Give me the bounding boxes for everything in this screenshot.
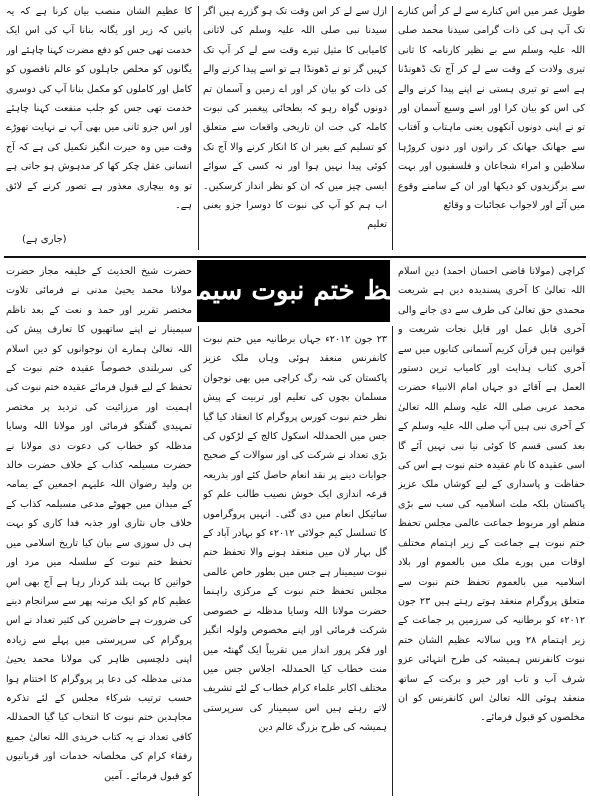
headline-box bbox=[161, 260, 426, 322]
top-right-column bbox=[398, 2, 585, 256]
bottom-right-column bbox=[398, 262, 585, 796]
top-middle-column bbox=[203, 2, 387, 256]
continued-label: (جاری ہے) bbox=[22, 234, 67, 245]
column-divider bbox=[198, 6, 199, 250]
article-text: ۲۳ جون ۲۰۱۲ء جہاں برطانیہ میں ختم نبوت کانفرنس منعقد ہوئی وہاں ملک عزیز پاکستان کی شہ رگ کراچی میں بھی نوجوان مسلمان بچوں کی تعلیم اور تربیت کے پیش نظر ختم نبوت کورس پروگرام کا انعقاد کیا گیا جس میں الحمدللہ اسکول کالج کے لڑکوں کی بڑی تعداد نے شرکت کی اور سوالات کے صحیح جوابات دینے پر نقد انعام حاصل کئے اور بذریعہ قرعہ اندازی ایک خوش نصیب طالب علم کو سائیکل انعام میں دی گئی۔ انہیں پروگراموں کا تسلسل کیم جولائی ۲۰۱۲ء کو بہادر آباد کے گل بہار لان میں منعقد ہونے والا تحفظ ختم نبوت سیمینار ہے جس میں بطور خاص عالمی مجلس تحفظ ختم نبوت کے مرکزی راہنما حضرت مولانا اللہ وسایا مدظلہ نے خصوصی شرکت فرمائی اور اپنے مخصوص ولولہ انگیز اور فکر پرور انداز میں تقریباً ایک گھنٹہ میں منت خطاب کیا الحمدللہ اجلاس جس میں مختلف اکابر علماء کرام خطاب کے لئے تشریف لاتے رہتے ہیں اس سیمینار کی سرپرستی ہمیشہ کی طرح بزرگ عالم دین bbox=[203, 334, 387, 734]
top-left-column bbox=[6, 2, 192, 224]
column-divider bbox=[198, 326, 199, 796]
article-text: کا عظیم الشان منصب بیان کرنا ہے کہ یہ باتیں کہ زیر اور یگانہ بنانا آپ کی اس ایک خدمت تھی جس کو دفع مضرت کہنا چاہئے اور یگانوں کو مخلص جاہلوں کو عالم ناقصوں کو کامل اور کاملوں کو مکمل بنانا آپ کی دوسری خدمت تھی جس کو جلب منفعت کہنا چاہئے اور اس جزو ثانی میں بھی آپ نے نہایت تھوڑے وقت میں وہ حیرت انگیز تکمیل کی ہے کہ آج انسانی عقل چکر کھا کر مدہوش ہو جاتی ہے تو وہ بیچاری معذور ہے تصور کرنے کے لائق ہے۔ bbox=[6, 6, 192, 212]
section-divider bbox=[4, 256, 586, 258]
article-text: ازل سے لے کر اس وقت تک ہو گزرے ہیں اگر سیدنا نبی صلی اللہ علیہ وسلم کی لاثانی کامیابی کا مثیل تیرے وقت سے لے کر آپ تک کہیں گر تو نے ڈھونڈا ہے تو اسے پیدا کرنے والے کی ذات کو بیان کر اور اے زمین و آسمان تم دونوں گواہ رہو کہ بطحائی پیغمبر کی نبوت کاملہ کی جت ان تاریخی واقعات سے متعلق کو تسلیم کیے بغیر ان کا انکار کرنے والا آج تک کوئی پیدا نہیں ہوا اور نہ کسی کے سوائے ایسی چیز میں کہ ان کو نظر انداز کرسکیں۔ اب ہم کو آپ کی نبوت کا دوسرا جزو یعنی تعلیم bbox=[203, 6, 387, 231]
article-text: طویل عمر میں اس کنارے سے لے کر اُس کنارے تک آپ ہی کی ذات گرامی سیدنا محمد صلی اللہ علیہ وسلم سے بے نظیر کارنامہ کا ثانی تیری ولادت کے وقت سے لے کر آج تک ڈھونڈنا ہے اسے تو تیری ہستی نے اپنے پیدا کرنے والے کی اس کو بیان کرا اور اسے وسیع آسمان اور تو نے اپنی دونوں آنکھوں یعنی ماہتاب و آفتاب سے جھانک جھانک کر راتوں اور دنوں کروڑہا سلاطین و امراء شجاعان و فلسفیوں اور بہت سے برگزیدوں کو دیکھا اور ان کے سامنے وقوع میں آئے اور لاجواب عجائبات و وقائع bbox=[398, 6, 585, 212]
bottom-middle-column bbox=[203, 330, 387, 796]
bottom-left-column bbox=[6, 262, 192, 796]
headline-title: تحفظ ختم نبوت سیمینار bbox=[161, 276, 426, 306]
article-text: کراچی (مولانا قاضی احسان احمد) دین اسلام اللہ تعالیٰ کا آخری پسندیدہ دین ہے شریعت محمدی حق تعالیٰ کی طرف سے دی جانے والی آخری قابل عمل اور قابل نجات شریعت و قوانین ہیں قرآن کریم آسمانی کتابوں میں سے آخری کتاب ہدایت اور کامیاب ترین دستور العمل ہے آقائے دو جہاں امام الانبیاء حضرت محمد عربی صلی اللہ علیہ وسلم اللہ تعالیٰ کے آخری نبی ہیں آپ صلی اللہ علیہ وسلم کے بعد کسی قسم کا کوئی نیا نبی نہیں آئے گا اسی عقیدہ کا نام عقیدہ ختم نبوت ہے اس کی حفاظت و پاسداری کے لیے کوشاں ملک عزیز پاکستان بلکہ ملت اسلامیہ کی سب سے بڑی منظم اور مربوط جماعت عالمی مجلس تحفظ ختم نبوت ہے جماعت کے زیر اہتمام مختلف اوقات میں پورے ملک میں بالعموم اور بلاد اسلامیہ میں بالعموم تحفظ ختم نبوت سے متعلق پروگرام منعقد ہوتے رہتے ہیں ۲۳ جون ۲۰۱۲ء کو برطانیہ کی سرزمین پر جماعت کے زیر اہتمام ۲۸ ویں سالانہ عظیم الشان ختم نبوت کانفرنس ہمیشہ کی طرح انتہائی عزو شرف آب و تاب اور خیر و برکت کے ساتھ منعقد ہوئی اللہ تعالیٰ اس کانفرنس کو ان مخلصوں کو قبول فرمائے۔ bbox=[398, 266, 585, 724]
column-divider bbox=[392, 326, 393, 796]
article-text: حضرت شیخ الحدیث کے خلیفہ مجاز حضرت مولانا محمد یحییٰ مدنی نے فرمائی تلاوت مختصر تقریر اور حمد و نعت کے بعد ناظم سیمینار نے اپنے ساتھیوں کا تعارف پیش کی اللہ تعالیٰ ہمارے ان نوجوانوں کو دین اسلام کی سربلندی خصوصاً عقیدہ ختم نبوت کے تحفظ کے لیے قبول فرمائے عقیدہ ختم نبوت کی اہمیت اور مرزائیت کی تردید پر مختصر تمہیدی گفتگو فرمائی اور مولانا اللہ وسایا مدظلہ کو خطاب کی دعوت دی مولانا نے حضرت مسیلمہ کذاب کے خلاف حضرت خالد بن ولید رضوان اللہ علیہم اجمعین کے یمامہ کے میدان میں جھوٹے مدعی مسیلمہ کذاب کے خلاف جاں نثاری اور جذبہ فدا کاری کو بہت ہی دل سوزی سے بیان کیا تاریخ اسلامی میں تحفظ ختم نبوت کے سلسلہ میں مرد اور خواتین کا بہت بلند کردار رہا ہے آج بھی اس عظیم کام کو ایک مرتبہ پھر سے سرانجام دینے کی ضرورت ہے حاضرین کی کثیر تعداد نے اس پروگرام کی سرپرستی میں پہلے سے زیادہ اپنی دلچسپی ظاہر کی مولانا محمد یحییٰ مدنی مدظلہ کی دعا پر پروگرام کا اختتام ہوا حسب ترتیب شرکاء مجلس کے لئے تذکرہ مجاہدین ختم نبوت کا انتخاب کیا گیا الحمدللہ کافی تعداد نے یہ کتاب خریدی اللہ تعالیٰ جمیع رفقاء کرام کی مخلصانہ خدمات اور قربانیوں کو قبول فرمائے۔ آمین bbox=[6, 266, 192, 782]
column-divider bbox=[392, 6, 393, 250]
